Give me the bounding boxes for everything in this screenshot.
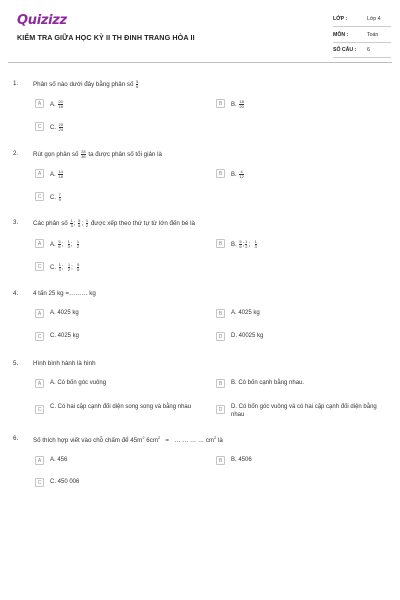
fraction: $\frac{5}{6}$	[58, 239, 61, 249]
question-number: 2.	[13, 150, 19, 157]
option-letter-box: C	[35, 122, 44, 131]
option-text: B. 4506	[231, 457, 252, 463]
question-text-part: =	[165, 437, 170, 445]
question-text-part: … … … … cm	[174, 437, 215, 445]
quizizz-logo: Quizizz	[17, 13, 67, 28]
question-text	[33, 80, 139, 89]
question-number: 5.	[13, 360, 19, 367]
fraction: $\frac{1}{3}$	[67, 239, 70, 249]
option-letter-box: B	[216, 99, 225, 108]
option-text: D. Có bốn góc vuông và có hai cặp cạnh đối diện bằng nhau	[231, 404, 377, 418]
option-letter-box: A	[35, 239, 44, 248]
meta-divider	[333, 57, 391, 58]
meta-class-label: LỚP :	[333, 16, 348, 22]
option-text: A. Có bốn góc vuông	[50, 380, 107, 386]
meta-count-value: 6	[367, 47, 370, 53]
question-text-part: ta được phân số tối giản là	[88, 151, 162, 159]
superscript: 2	[142, 435, 145, 440]
document-title: KIỂM TRA GIỮA HỌC KỲ II TH ĐINH TRANG HÒA II	[17, 33, 195, 42]
question-number: 6.	[13, 435, 19, 442]
fraction: $\frac{5}{6}$	[78, 218, 81, 228]
option-text: A. $\frac{20}{18}$	[50, 99, 63, 109]
option-letter-box: C	[35, 478, 44, 487]
option-letter-box: C	[35, 332, 44, 341]
option-text: A. $\frac{5}{6}$ ; $\frac{1}{3}$ ; $\frac{1}{2}$	[50, 239, 80, 249]
fraction: $\frac{20}{24}$	[58, 122, 64, 132]
option-text: B. Có bốn cạnh bằng nhau.	[231, 380, 305, 386]
question-text-part: là	[218, 437, 223, 445]
option-letter-box: B	[216, 169, 225, 178]
fraction: $\frac{20}{18}$	[58, 99, 63, 109]
header-divider	[8, 62, 392, 63]
fraction: $\frac{18}{20}$	[239, 99, 244, 109]
fraction: $\frac{1}{3}$	[70, 218, 73, 228]
option-letter-box: B	[216, 239, 225, 248]
question-text	[33, 435, 223, 444]
option-letter-box: D	[216, 332, 225, 341]
option-letter-box: A	[35, 456, 44, 465]
fraction: $\frac{1}{2}$	[85, 218, 89, 228]
meta-count-label: SỐ CÂU :	[333, 47, 357, 53]
option-text: A. 456	[50, 457, 68, 463]
fraction: $\frac{1}{3}$	[254, 239, 257, 249]
question-text: 4 tấn 25 kg =……… kg	[33, 290, 96, 297]
option-text: D. 40025 kg	[231, 333, 264, 339]
meta-subject-value: Toán	[367, 32, 379, 38]
fraction: $\frac{5}{6}$	[77, 262, 80, 272]
option-text: B. $\frac{4}{12}$	[231, 169, 244, 179]
fraction: $\frac{1}{2}$	[76, 239, 80, 249]
option-text: A. $\frac{14}{18}$	[50, 169, 63, 179]
option-text: C. 4025 kg	[50, 333, 80, 339]
meta-count-row	[333, 45, 389, 57]
option-text: C. $\frac{1}{3}$ ; $\frac{1}{2}$ ; $\frac{5}{6}$	[50, 262, 80, 272]
option-text: C. 450 006	[50, 479, 80, 485]
option-letter-box: A	[35, 309, 44, 318]
meta-class-value: Lớp 4	[367, 16, 381, 22]
fraction: $\frac{1}{3}$	[58, 262, 61, 272]
question-number: 3.	[13, 219, 19, 226]
option-text: C. Có hai cặp cạnh đối diện song song và bằng nhau	[50, 404, 192, 410]
option-letter-box: A	[35, 379, 44, 388]
fraction: $\frac{1}{2}$	[67, 262, 71, 272]
question-text-part: 6cm	[146, 437, 158, 445]
meta-subject-row	[333, 30, 389, 42]
option-letter-box: C	[35, 405, 44, 414]
meta-divider	[333, 26, 391, 27]
option-text: C. $\frac{20}{24}$	[50, 122, 64, 132]
option-text: A. 4025 kg	[50, 310, 79, 316]
question-text	[33, 150, 162, 159]
option-text: A. 4025 kg	[231, 310, 260, 316]
question-text: Hình bình hành là hình	[33, 360, 96, 367]
fraction: $\frac{5}{6}$	[239, 239, 242, 249]
meta-class-row	[333, 14, 389, 26]
option-letter-box: A	[35, 99, 44, 108]
option-letter-box: B	[216, 379, 225, 388]
option-letter-box: D	[216, 405, 225, 414]
option-letter-box: C	[35, 262, 44, 271]
question-text-part: Số thích hợp viết vào chỗ chấm để 45m	[33, 437, 143, 445]
option-letter-box: B	[216, 309, 225, 318]
question-text: Các phân số $\frac{1}{3}$ ; $\frac{5}{6}$ ; $\frac{1}{2}$ được xếp theo thứ tự từ lớn đến bé là	[33, 218, 195, 228]
question-number: 4.	[13, 290, 19, 297]
option-letter-box: B	[216, 456, 225, 465]
meta-subject-label: MÔN :	[333, 32, 349, 38]
fraction: $\frac{5}{6}$	[136, 79, 139, 89]
option-text: B. $\frac{5}{6}$ ; $\frac{1}{2}$ ; $\frac{1}{3}$	[231, 239, 257, 249]
option-letter-box: C	[35, 192, 44, 201]
option-text: C. $\frac{7}{9}$	[50, 192, 61, 202]
fraction: $\frac{7}{9}$	[58, 192, 61, 202]
option-text: B. $\frac{18}{20}$	[231, 99, 244, 109]
superscript: 2	[214, 435, 217, 440]
question-text-part: được xếp theo thứ tự từ lớn đến bé là	[90, 220, 195, 228]
fraction: $\frac{28}{36}$	[81, 149, 86, 159]
question-number: 1.	[13, 80, 19, 87]
superscript: 2	[157, 435, 161, 440]
question-text-part: Các phân số	[33, 220, 68, 228]
option-letter-box: A	[35, 169, 44, 178]
fraction: $\frac{4}{12}$	[239, 169, 244, 179]
question-text-part: Phân số nào dưới đây bằng phân số	[33, 81, 134, 89]
fraction: $\frac{14}{18}$	[58, 169, 63, 179]
meta-divider	[333, 42, 391, 43]
question-text-part: Rút gọn phân số	[33, 151, 79, 159]
fraction: $\frac{1}{2}$	[245, 239, 248, 249]
